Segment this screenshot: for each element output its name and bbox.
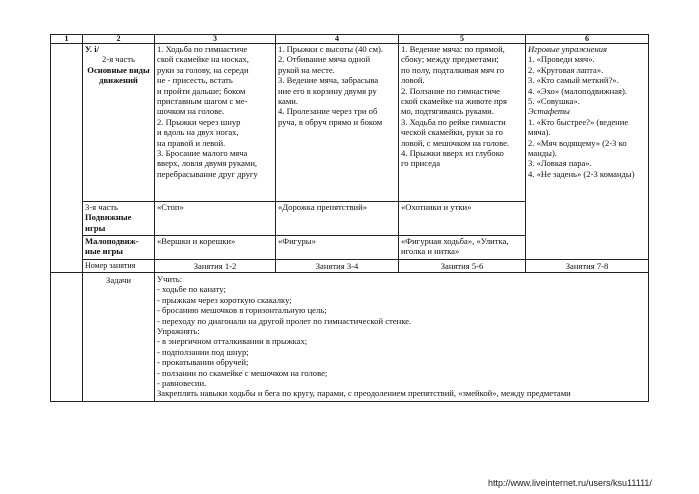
exercise-line: мо, подтягиваясь руками. — [401, 106, 494, 117]
games-title-label: Подвижные игры — [85, 212, 132, 233]
main-col5 — [399, 44, 526, 202]
task-item: - подползании под шнур; — [157, 347, 646, 357]
exercise-line: 2. Прыжки через шнур — [157, 116, 241, 127]
header-cell: 6 — [526, 35, 649, 44]
lesson-number: Занятия 5-6 — [399, 260, 526, 273]
label-ui: У. i/ — [85, 44, 99, 54]
games-title: Игровые упражнения — [528, 44, 607, 54]
exercise-line: по полу, подталкивая мяч го — [401, 64, 505, 75]
exercise-line: на правой и левой. — [157, 137, 226, 148]
lesson-number: Занятия 7-8 — [526, 260, 649, 273]
main-movements-label — [83, 44, 155, 202]
task-item: - в энергичном отталкивании в прыжках; — [157, 336, 646, 346]
exercise-line: перебрасывание друг другу — [157, 168, 258, 179]
exercise-line: ловой. — [401, 75, 425, 86]
calm-games-label: Малоподвиж-ные игры — [83, 236, 155, 260]
games-part: 3-я часть — [85, 202, 118, 212]
game-line: 3. «Кто самый меткий?». — [528, 75, 619, 86]
exercise-line: приставным шагом с ме- — [157, 96, 248, 107]
exercise-line: го приседа — [401, 158, 441, 169]
task-item: - ползании по скамейке с мешочком на голове; — [157, 368, 646, 378]
exercise-line: вверх, ловля двумя руками, — [157, 158, 258, 169]
main-col6 — [526, 44, 649, 260]
lesson-number-label: Номер занятия — [83, 260, 155, 273]
game-line: 1. «Проведи мяч». — [528, 54, 595, 65]
exercise-line: 2. Ползание по гимнастиче — [401, 85, 500, 96]
exercise-line: ние его в корзину двумя ру — [278, 85, 377, 96]
exercise-line: и вдоль на двух ногах, — [157, 127, 239, 138]
exercise-line: 3. Ходьба по рейке гимнасти — [401, 116, 506, 127]
games-col5: «Охотники и утки» — [399, 202, 526, 236]
header-cell: 1 — [51, 35, 83, 44]
relay-line: 1. «Кто быстрее?» (ведение — [528, 116, 629, 127]
lesson-plan-table — [50, 34, 649, 402]
game-line: 4. «Эхо» (малоподвижная). — [528, 85, 627, 96]
exercise-line: 4. Пролезание через три об — [278, 106, 378, 117]
exercise-line: и пройти дальше; боком — [157, 85, 246, 96]
label-part: 2-я часть — [102, 54, 135, 65]
main-col4 — [276, 44, 399, 202]
relay-line: манды). — [528, 148, 557, 159]
task-item: - прокатывании обручей; — [157, 357, 646, 367]
exercise-line: 3. Бросание малого мяча — [157, 148, 248, 159]
exercise-line: руки за голову, на середи — [157, 64, 249, 75]
exercise-line: 3. Ведение мяча, забрасыва — [278, 75, 379, 86]
exercise-line: рукой на месте. — [278, 64, 335, 75]
header-cell: 4 — [276, 35, 399, 44]
exercise-line: ской скамейке на носках, — [157, 54, 249, 65]
relay-line: 2. «Мяч водящему» (2-3 ко — [528, 137, 627, 148]
task-item: - равновесии. — [157, 378, 646, 388]
exercise-line: 1. Ведение мяча: по прямой, — [401, 44, 505, 54]
exercise-line: не - присесть, встать — [157, 75, 233, 86]
lesson-number: Занятия 3-4 — [276, 260, 399, 273]
relay-line: 4. «Не задень» (2-3 команды) — [528, 168, 635, 179]
games-col3: «Стоп» — [155, 202, 276, 236]
tasks-content — [155, 273, 649, 402]
task-item: - ходьбе по канату; — [157, 284, 646, 294]
main-movements-row — [51, 44, 649, 202]
exercise-line: руча, в обруч прямо и боком — [278, 116, 383, 127]
exercise-line: 1. Прыжки с высоты (40 см). — [278, 44, 384, 54]
header-cell: 3 — [155, 35, 276, 44]
lesson-number: Занятия 1-2 — [155, 260, 276, 273]
relay-title: Эстафеты — [528, 106, 570, 117]
header-row — [51, 35, 649, 44]
empty-cell — [51, 44, 83, 273]
footer-url: http://www.liveinternet.ru/users/ksu11111/ — [488, 478, 652, 488]
tasks-final: Закреплять навыки ходьбы и бега по кругу, парами, с преодолением препятствий, «змейкой», между предметами — [157, 388, 571, 399]
games-col4: «Дорожка препятствий» — [276, 202, 399, 236]
label-main-movements: Основные виды движений — [87, 64, 150, 86]
relay-line: мяча). — [528, 127, 551, 138]
main-col3 — [155, 44, 276, 202]
lesson-number-row — [51, 260, 649, 273]
exercise-line: 2. Отбивание мяча одной — [278, 54, 371, 65]
game-line: 2. «Круговая лапта». — [528, 64, 604, 75]
task-item: - бросанию мешочков в горизонтальную цель; — [157, 305, 646, 315]
exercise-line: ловой, с мешочком на голове. — [401, 137, 510, 148]
relay-line: 3. «Ловкая пара». — [528, 158, 592, 169]
exercise-line: ками. — [278, 96, 299, 107]
exercise-line: шочком на голове. — [157, 106, 225, 117]
game-line: 5. «Совушка». — [528, 96, 580, 107]
tasks-label: Задачи — [83, 273, 155, 402]
exercise-line: сбоку; между предметами; — [401, 54, 499, 65]
practice-heading: Упражнять: — [157, 326, 200, 337]
exercise-line: 4. Прыжки вверх из глубоко — [401, 148, 504, 159]
empty-cell — [51, 273, 83, 402]
exercise-line: 1. Ходьба по гимнастиче — [157, 44, 248, 54]
calm-col4: «Фигуры» — [276, 236, 399, 260]
calm-col5: «Фигурная ходьба», «Улитка, иголка и нитка» — [399, 236, 526, 260]
exercise-line: ской скамейке на животе пря — [401, 96, 507, 107]
header-cell: 5 — [399, 35, 526, 44]
header-cell: 2 — [83, 35, 155, 44]
task-item: - переходу по диагонали на другой пролет по гимнастической стенке. — [157, 316, 646, 326]
games-label — [83, 202, 155, 236]
calm-col3: «Вершки и корешки» — [155, 236, 276, 260]
tasks-row — [51, 273, 649, 402]
task-item: - прыжкам через короткую скакалку; — [157, 295, 646, 305]
teach-heading: Учить: — [157, 274, 183, 284]
exercise-line: ческой скамейки, руки за го — [401, 127, 503, 138]
